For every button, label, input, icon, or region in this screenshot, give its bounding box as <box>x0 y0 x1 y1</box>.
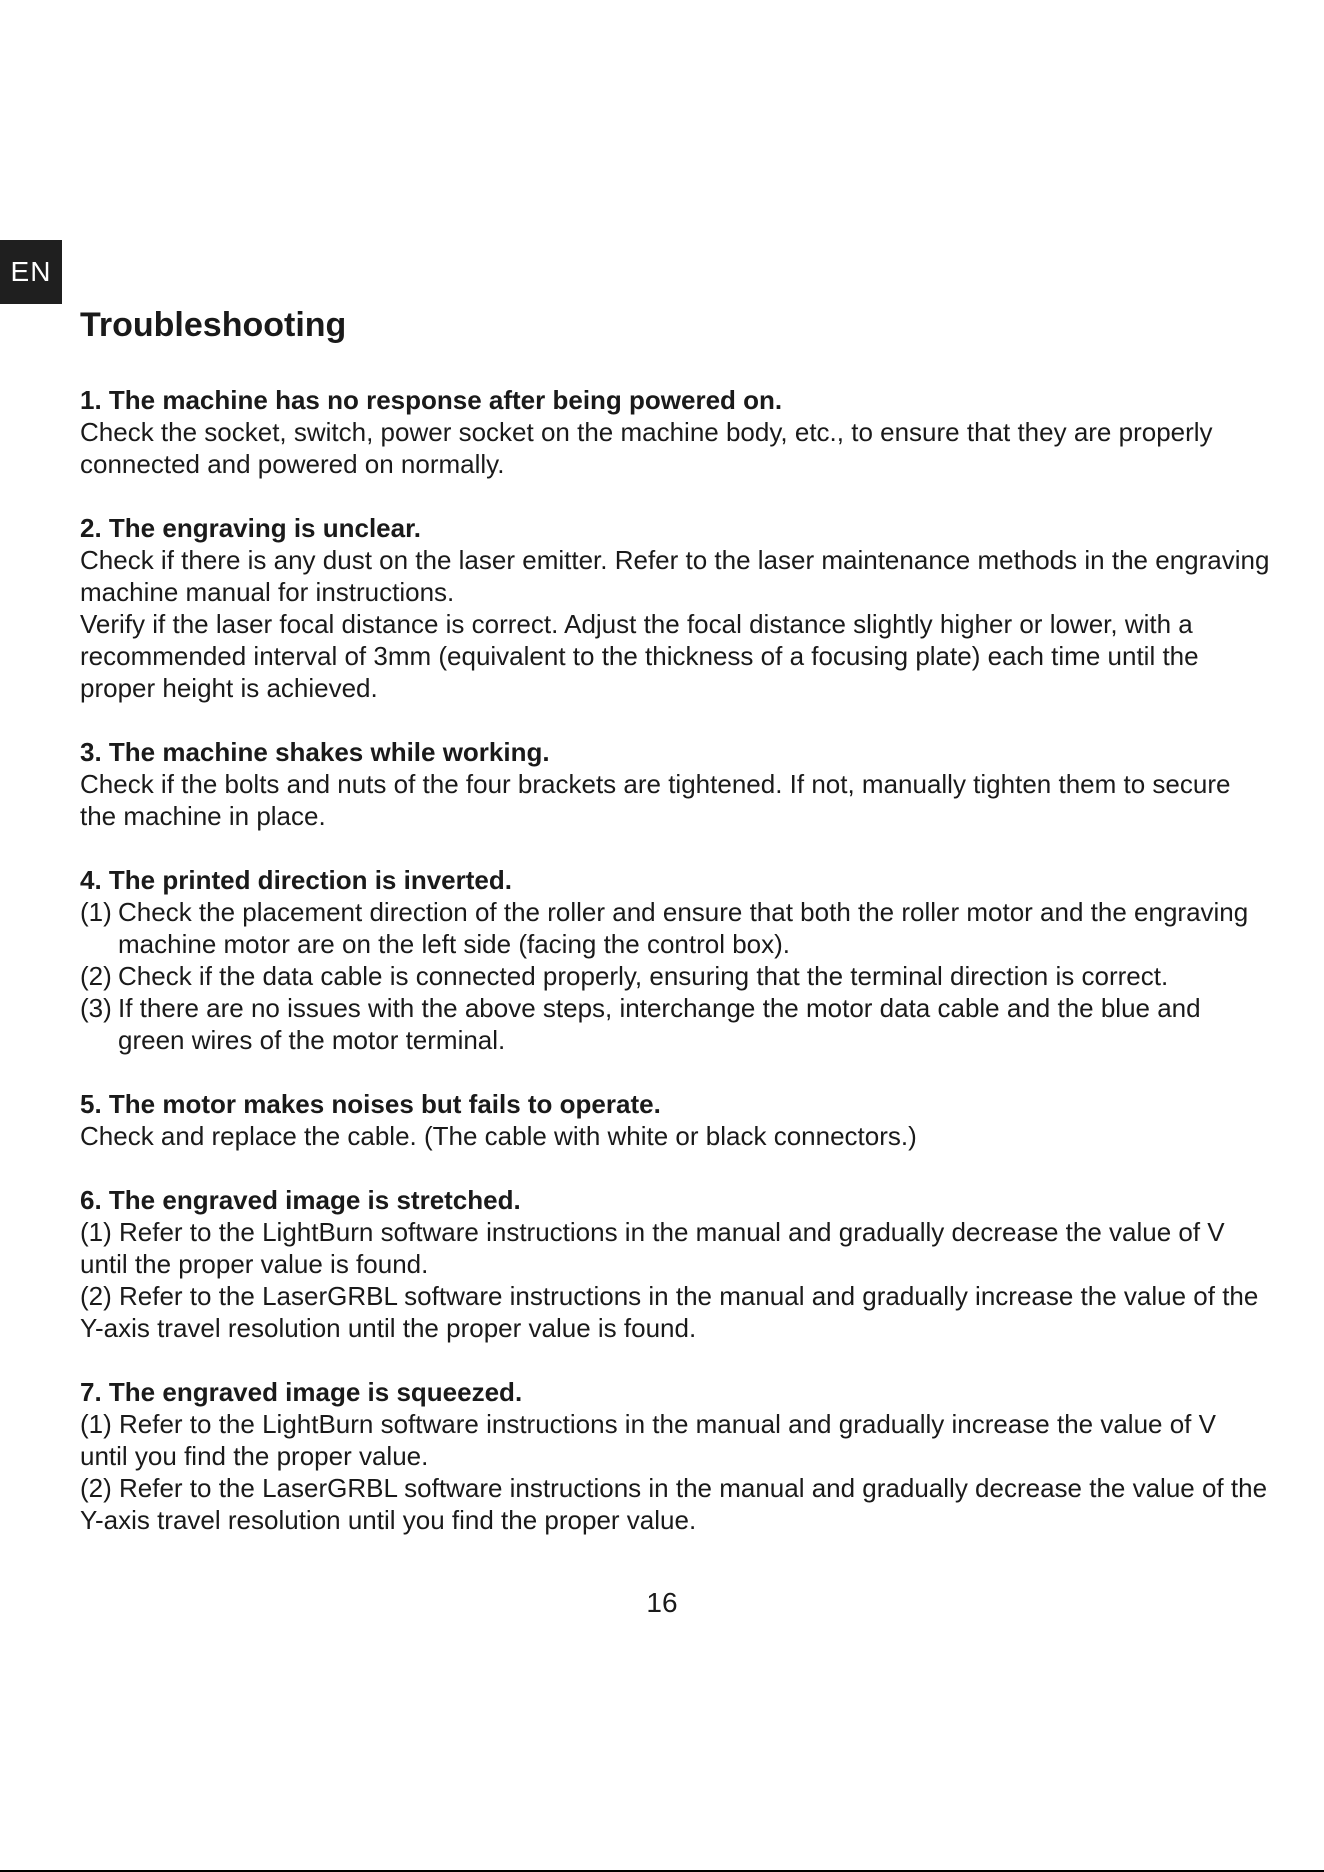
section-5 <box>80 1088 1270 1152</box>
list-item-text: Check if the data cable is connected properly, ensuring that the terminal direction is correct. <box>118 961 1169 991</box>
section-3 <box>80 736 1270 832</box>
section-heading: 3. The machine shakes while working. <box>80 737 550 767</box>
section-4 <box>80 864 1270 1056</box>
section-paragraph: Check if there is any dust on the laser emitter. Refer to the laser maintenance methods in the engraving machine manual for instructions. <box>80 545 1270 607</box>
section-paragraph: Check and replace the cable. (The cable with white or black connectors.) <box>80 1121 917 1151</box>
list-item <box>80 896 1270 960</box>
manual-content <box>80 300 1270 1568</box>
list-item <box>80 960 1270 992</box>
page-title: Troubleshooting <box>80 306 347 344</box>
section-heading: 2. The engraving is unclear. <box>80 513 422 543</box>
section-heading: 1. The machine has no response after being powered on. <box>80 385 783 415</box>
section-paragraph: (2) Refer to the LaserGRBL software instructions in the manual and gradually decrease the value of the Y-axis travel resolution until you find the proper value. <box>80 1473 1268 1535</box>
section-paragraph: (2) Refer to the LaserGRBL software instructions in the manual and gradually increase the value of the Y-axis travel resolution until the proper value is found. <box>80 1281 1259 1343</box>
section-heading: 6. The engraved image is stretched. <box>80 1185 521 1215</box>
section-paragraph: (1) Refer to the LightBurn software instructions in the manual and gradually decrease the value of V until the proper value is found. <box>80 1217 1225 1279</box>
page-number: 16 <box>646 1587 678 1618</box>
section-6 <box>80 1184 1270 1344</box>
language-tab: EN <box>0 240 62 304</box>
list-item-text: Check the placement direction of the roller and ensure that both the roller motor and the engraving machine motor are on the left side (facing the control box). <box>118 897 1249 959</box>
list-item <box>80 992 1270 1056</box>
section-paragraph: Check the socket, switch, power socket on the machine body, etc., to ensure that they are properly connected and powered on normally. <box>80 417 1213 479</box>
list-item-number: (1) <box>80 897 112 927</box>
section-paragraph: (1) Refer to the LightBurn software instructions in the manual and gradually increase the value of V until you find the proper value. <box>80 1409 1216 1471</box>
section-2 <box>80 512 1270 704</box>
list-item-text: If there are no issues with the above steps, interchange the motor data cable and the blue and green wires of the motor terminal. <box>118 993 1201 1055</box>
section-paragraph: Check if the bolts and nuts of the four brackets are tightened. If not, manually tighten them to secure the machine in place. <box>80 769 1231 831</box>
section-paragraph: Verify if the laser focal distance is correct. Adjust the focal distance slightly higher or lower, with a recommended interval of 3mm (equivalent to the thickness of a focusing plate) each time until the proper height is achieved. <box>80 609 1199 703</box>
section-heading: 4. The printed direction is inverted. <box>80 865 512 895</box>
section-heading: 5. The motor makes noises but fails to operate. <box>80 1089 661 1119</box>
section-1 <box>80 384 1270 480</box>
section-heading: 7. The engraved image is squeezed. <box>80 1377 523 1407</box>
list-item-number: (2) <box>80 961 112 991</box>
list-item-number: (3) <box>80 993 112 1023</box>
section-7 <box>80 1376 1270 1536</box>
